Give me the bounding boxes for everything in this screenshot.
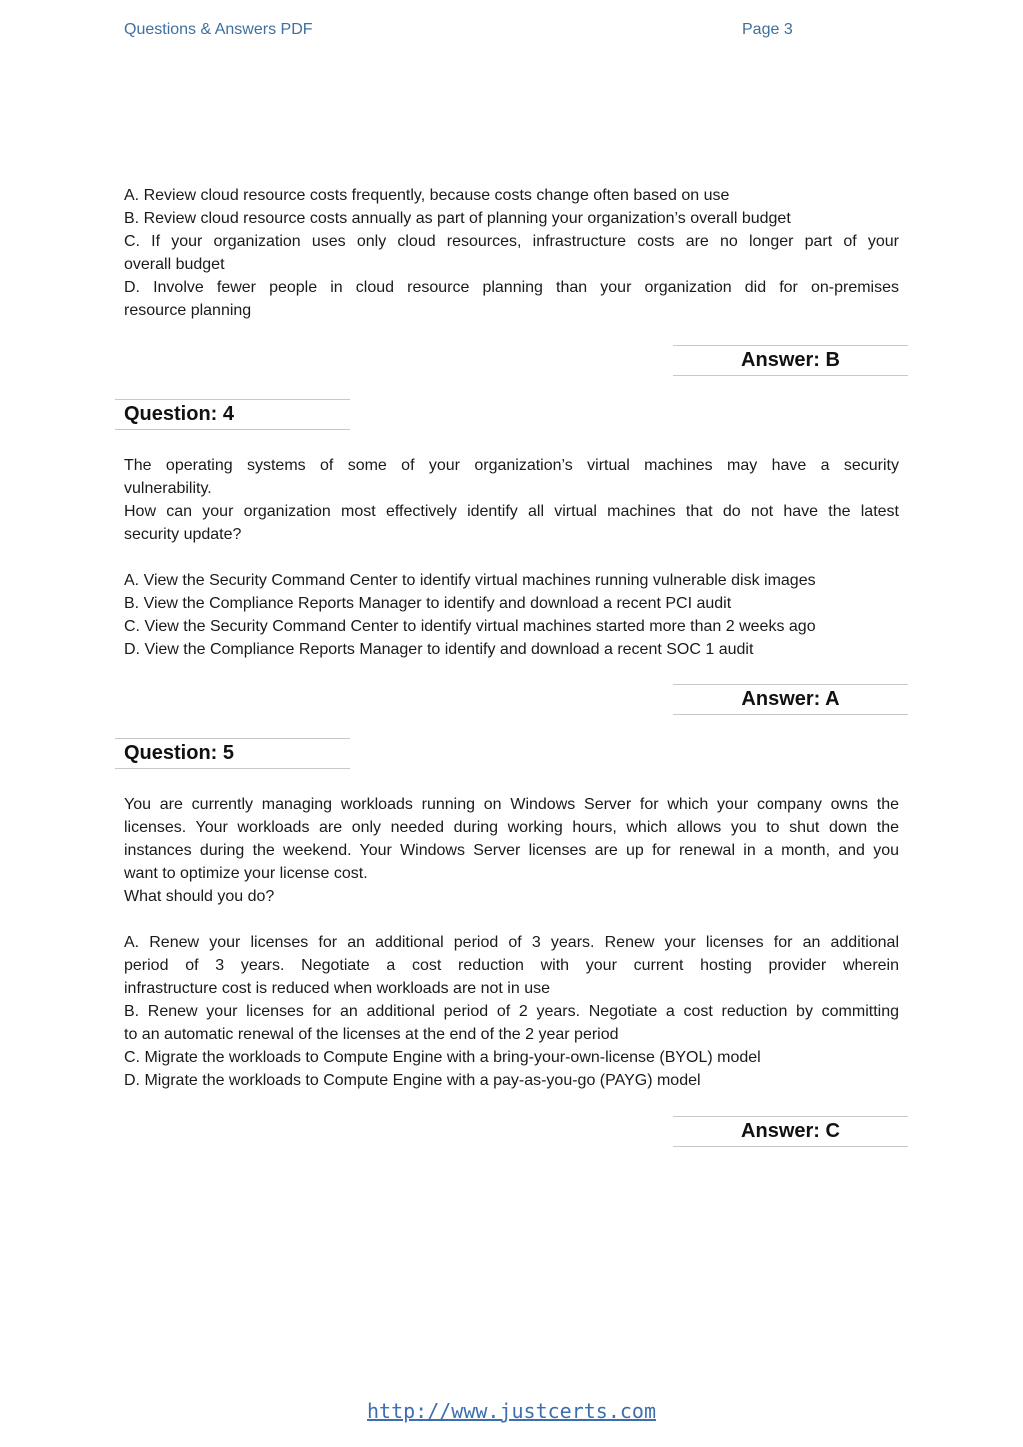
q5-option-b-line1: B. Renew your licenses for an additional period of 2 years. Negotiate a cost reduction by committing [124, 1003, 899, 1020]
q5-option-a-line1: A. Renew your licenses for an additional period of 3 years. Renew your licenses for an additional [124, 934, 899, 951]
q4-option-a: A. View the Security Command Center to identify virtual machines running vulnerable disk images [124, 572, 816, 589]
q4-option-b: B. View the Compliance Reports Manager to identify and download a recent PCI audit [124, 595, 732, 612]
q4-body [124, 454, 899, 546]
q3-option-b: B. Review cloud resource costs annually as part of planning your organization’s overall budget [124, 210, 791, 227]
q4-body-line: security update? [124, 526, 242, 543]
q5-options [124, 931, 899, 1092]
q3-option-a: A. Review cloud resource costs frequently, because costs change often based on use [124, 187, 730, 204]
q5-option-c: C. Migrate the workloads to Compute Engine with a bring-your-own-license (BYOL) model [124, 1049, 761, 1066]
q5-body-line: What should you do? [124, 888, 275, 905]
page-number: Page 3 [742, 21, 793, 38]
answer-box-q4: Answer: A [673, 684, 908, 715]
question-title: Question: 5 [124, 742, 235, 764]
q4-options [124, 569, 899, 661]
q4-body-line: vulnerability. [124, 480, 212, 497]
q5-option-a-line3: infrastructure cost is reduced when workloads are not in use [124, 980, 550, 997]
q3-option-d-line1: D. Involve fewer people in cloud resource planning than your organization did for on-premises [124, 279, 899, 296]
q4-body-line: How can your organization most effectively identify all virtual machines that do not have the latest [124, 503, 899, 520]
q4-body-line: The operating systems of some of your organization’s virtual machines may have a security [124, 457, 899, 474]
footer-link[interactable]: http://www.justcerts.com [367, 1399, 656, 1423]
question-title: Question: 4 [124, 403, 235, 425]
q5-body-line: You are currently managing workloads running on Windows Server for which your company owns the [124, 796, 899, 813]
q5-option-a-line2: period of 3 years. Negotiate a cost reduction with your current hosting provider wherein [124, 957, 899, 974]
q5-option-d: D. Migrate the workloads to Compute Engine with a pay-as-you-go (PAYG) model [124, 1072, 701, 1089]
q5-body-line: licenses. Your workloads are only needed during working hours, which allows you to shut down the [124, 819, 899, 836]
q5-option-b-line2: to an automatic renewal of the licenses at the end of the 2 year period [124, 1026, 619, 1043]
q4-option-c: C. View the Security Command Center to identify virtual machines started more than 2 weeks ago [124, 618, 816, 635]
q3-options [124, 184, 899, 322]
answer-box-q3: Answer: B [673, 345, 908, 376]
q5-body [124, 793, 899, 908]
question-heading-4 [115, 399, 350, 430]
q5-body-line: instances during the weekend. Your Windows Server licenses are up for renewal in a month, and you [124, 842, 899, 859]
answer-box-q5: Answer: C [673, 1116, 908, 1147]
q3-option-c-line2: overall budget [124, 256, 225, 273]
header-title: Questions & Answers PDF [124, 21, 313, 38]
q3-option-c-line1: C. If your organization uses only cloud resources, infrastructure costs are no longer part of your [124, 233, 899, 250]
q3-option-d-line2: resource planning [124, 302, 252, 319]
q4-option-d: D. View the Compliance Reports Manager to identify and download a recent SOC 1 audit [124, 641, 754, 658]
question-heading-5 [115, 738, 350, 769]
q5-body-line: want to optimize your license cost. [124, 865, 368, 882]
